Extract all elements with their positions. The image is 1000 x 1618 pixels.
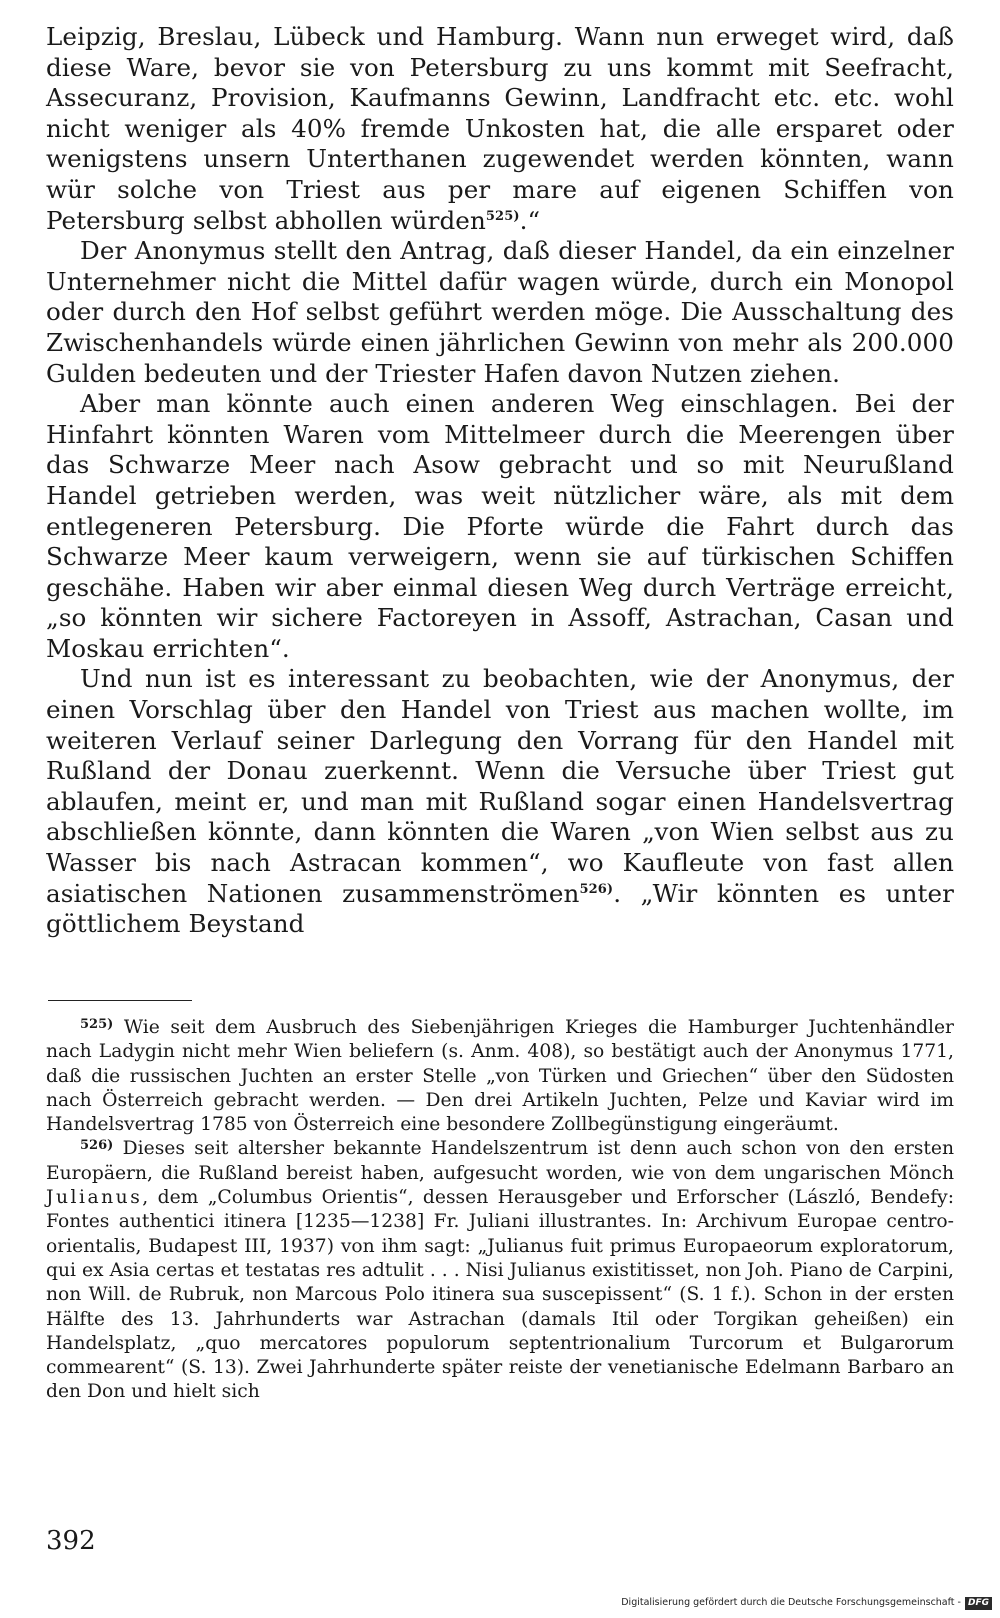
- paragraph-1: [46, 22, 954, 236]
- footnotes: [46, 1016, 954, 1405]
- paragraph-3: Aber man könnte auch einen anderen Weg einschlagen. Bei der Hinfahrt könnten Waren vom Mittelmeer durch die Meerengen über das Schwarze Meer nach Asow gebracht und so mit Neurußland Handel getrieben werden, was weit nützlicher wäre, als mit dem entlegeneren Petersburg. Die Pforte würde die Fahrt durch das Schwarze Meer kaum verweigern, wenn sie auf türkischen Schiffen geschähe. Haben wir aber einmal diesen Weg durch Verträge erreicht, „so könnten wir sichere Factoreyen in Assoff, Astrachan, Casan und Moskau errichten“.: [46, 389, 954, 663]
- digitization-credit: [621, 1596, 992, 1610]
- main-text: [46, 22, 954, 940]
- footnote-526: [46, 1137, 954, 1404]
- paragraph-4-text: Und nun ist es interessant zu beobachten, wie der Anonymus, der einen Vorschlag über den Handel von Triest aus machen wollte, im weiteren Verlauf seiner Darlegung den Vorrang für den Handel mit Rußland der Donau zuerkennt. Wenn die Versuche über Triest gut ablaufen, meint er, und man mit Rußland sogar einen Handelsvertrag abschließen könnte, dann könnten die Waren „von Wien selbst aus zu Wasser bis nach Astracan kommen“, wo Kaufleute von fast allen asiatischen Nationen zusammenströmen: [46, 664, 954, 908]
- footnote-525-text: Wie seit dem Ausbruch des Siebenjährigen Krieges die Hamburger Juchtenhändler nach Ladygin nicht mehr Wien beliefern (s. Anm. 408), so bestätigt auch der Anonymus 1771, daß die russischen Juchten an erster Stelle „von Türken und Griechen“ über den Südosten nach Österreich gebracht werden. — Den drei Artikeln Juchten, Pelze und Kaviar wird im Handelsvertrag 1785 von Österreich eine besondere Zollbegünstigung eingeräumt.: [46, 1017, 954, 1136]
- footnote-526-julianus: Julianus: [46, 1187, 143, 1209]
- footnote-ref-526[interactable]: 526): [579, 881, 614, 897]
- paragraph-4-end: . „Wir könnten es unter göttlichem Beystand: [46, 878, 955, 939]
- paragraph-1-end: .“: [519, 205, 541, 235]
- paragraph-1-text: Leipzig, Breslau, Lübeck und Hamburg. Wann nun erweget wird, daß diese Ware, bevor sie von Petersburg zu uns kommt mit Seefracht, Assecuranz, Provision, Kaufmanns Gewinn, Landfracht etc. etc. wohl nicht weniger als 40% fremde Unkosten hat, die alle ersparet oder wenigstens unsern Unterthanen zugewendet werden könnten, wann wür solche von Triest aus per mare auf eigenen Schiffen von Petersburg selbst abhollen würden: [46, 22, 954, 235]
- credit-text: Digitalisierung gefördert durch die Deutsche Forschungsgemeinschaft -: [621, 1597, 961, 1608]
- footnote-ref-525[interactable]: 525): [485, 208, 520, 224]
- dfg-logo: DFG: [965, 1597, 992, 1610]
- footnote-526-text-a: Dieses seit altersher bekannte Handelszentrum ist denn auch schon von den ersten Europäern, die Rußland bereist haben, aufgesucht worden, wie von dem ungarischen Mönch: [46, 1138, 954, 1184]
- paragraph-4: [46, 664, 954, 939]
- page-number: 392: [46, 1526, 96, 1556]
- footnote-525-mark: 525): [80, 1017, 114, 1032]
- footnote-526-text-b: , dem „Columbus Orientis“, dessen Herausgeber und Erforscher (László, Bendefy: Fontes authentici itinera [1235—1238] Fr. Juliani illustrantes. In: Archivum Europae centro-orientalis, Budapest III, 1937) von ihm sagt: „Julianus fuit primus Europaeorum exploratorum, qui ex Asia certas et testatas res adtulit . . . Nisi Julianus existitisset, non Joh. Piano de Carpini, non Will. de Rubruk, non Marcous Polo itinera sua suscepissent“ (S. 1 f.). Schon in der ersten Hälfte des 13. Jahrhunderts war Astrachan (damals Itil oder Torgikan geheißen) ein Handelsplatz, „quo mercatores populorum septentrionalium Turcorum et Bulgarorum commearent“ (S. 13). Zwei Jahrhunderte später reiste der venetianische Edelmann Barbaro an den Don und hielt sich: [46, 1187, 954, 1403]
- footnote-divider: [48, 1000, 192, 1001]
- paragraph-2: Der Anonymus stellt den Antrag, daß dieser Handel, da ein einzelner Unternehmer nicht die Mittel dafür wagen würde, durch ein Monopol oder durch den Hof selbst geführt werden möge. Die Ausschaltung des Zwischenhandels würde einen jährlichen Gewinn von mehr als 200.000 Gulden bedeuten und der Triester Hafen davon Nutzen ziehen.: [46, 236, 954, 388]
- footnote-526-mark: 526): [80, 1138, 114, 1154]
- footnote-525: [46, 1016, 954, 1137]
